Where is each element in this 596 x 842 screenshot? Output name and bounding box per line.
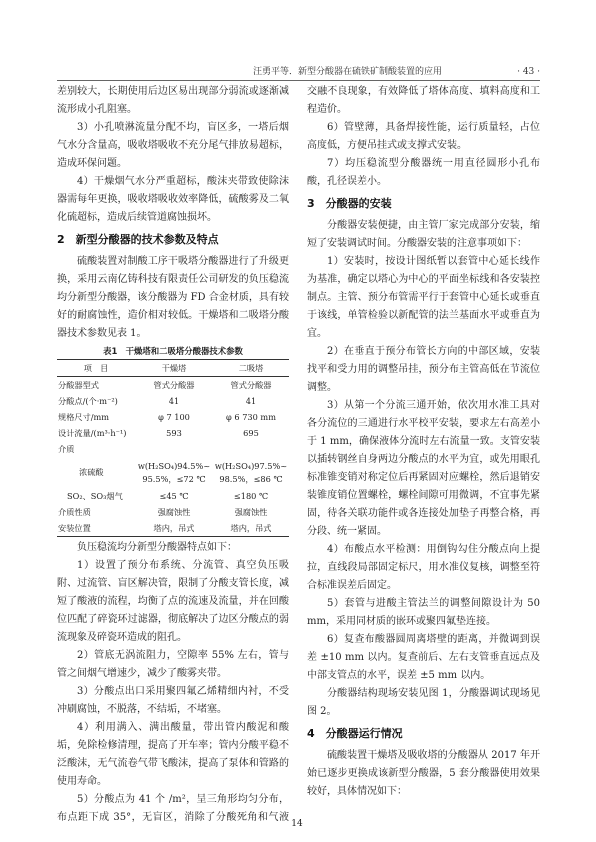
table-row bbox=[57, 425, 289, 441]
table-cell: 695 bbox=[243, 427, 259, 438]
table-cell: φ 6 730 mm bbox=[226, 411, 276, 422]
table-cell: 分酸器型式 bbox=[58, 379, 99, 390]
table-row bbox=[57, 504, 289, 520]
table-cell: 管式分酸器 bbox=[153, 379, 195, 390]
section-heading: 3 分酸器的安装 bbox=[307, 197, 392, 210]
table-header-cell: 二吸塔 bbox=[213, 360, 289, 377]
table-cell: 管式分酸器 bbox=[230, 379, 272, 390]
table-cell: w(H₂SO₄)94.5%~ 95.5%，≤72 ℃ bbox=[137, 460, 211, 484]
header-rule bbox=[57, 80, 540, 81]
body-paragraph: 硫酸装置对制酸工序干吸塔分酸器进行了升级更换，采用云南亿铸科技有限责任公司研发的负压稳流均分新型分酸器，该分酸器为 FD 合金材质，具有较好的耐腐蚀性，造价相对较低。干燥塔和二吸塔分酸器技术参数见表 1。 bbox=[57, 256, 289, 339]
table-row bbox=[57, 488, 289, 504]
right-column bbox=[307, 83, 540, 839]
list-item: 3）从第一个分流三通开始，依次用水准工具对各分流位的三通进行水平校平安装，要求左右高差小于 1 mm，确保液体分流时左右流量一致。支管安装以插转钢丝自身两边分酸点的水平为宜，或先用眼孔标准锥变销对称定位后再紧固对应螺栓，然后退销安装锥度销位置螺栓，螺栓间隙可用微调，不宜事先紧固，待各关联功能件或各连接处加垫子再整合格，再分段、统一紧固。 bbox=[307, 400, 540, 537]
section-heading: 2 新型分酸器的技术参数及特点 bbox=[57, 233, 219, 246]
table-cell: 设计流量/(m³·h⁻¹) bbox=[58, 427, 127, 438]
body-paragraph: 负压稳流均分新型分酸器特点如下： bbox=[77, 542, 237, 553]
parameters-table bbox=[57, 359, 289, 537]
table-row bbox=[57, 457, 289, 488]
table-cell: 塔内，吊式 bbox=[230, 522, 272, 533]
table-cell: w(H₂SO₄)97.5%~ 98.5%，≤86 ℃ bbox=[214, 460, 288, 484]
table-header-row bbox=[57, 360, 289, 377]
left-column bbox=[57, 83, 289, 839]
figure-reference-paragraph: 分酸器结构现场安装见图 1，分酸器调试现场见图 2。 bbox=[307, 688, 540, 717]
table-row bbox=[57, 441, 289, 457]
table-header-cell: 项 目 bbox=[57, 360, 135, 377]
running-title: 汪勇平等．新型分酸器在硫铁矿制酸装置的应用 bbox=[253, 67, 443, 77]
list-item: 4）干燥烟气水分严重超标，酸沫夹带致使除沫器需每年更换，吸收塔吸收效率降低，硫酸雾及二氧化硫超标，造成后续管道腐蚀损坏。 bbox=[57, 176, 289, 223]
list-item: 1）安装时，按设计图纸暂以套管中心延长线作为基准，确定以塔心为中心的平面坐标线和各安装控制点。主管、预分布管需平行于套管中心延长或垂直于该线，单管检验以新配管的法兰基面水平或垂直为宜。 bbox=[307, 256, 540, 339]
journal-page-label: · 43 · bbox=[517, 67, 540, 77]
table-cell: 593 bbox=[166, 427, 182, 438]
table-cell: 41 bbox=[245, 395, 257, 406]
continued-paragraph: 差别较大，长期使用后边区易出现部分弱流或逐渐减流形成小孔阻塞。 bbox=[57, 86, 289, 115]
list-item: 2）管底无涡流阻力，空隙率 55% 左右，管与管之间烟气增速少，减少了酸雾夹带。 bbox=[57, 650, 289, 679]
table-cell: φ 7 100 bbox=[158, 411, 190, 422]
page-number: 14 bbox=[291, 819, 303, 829]
table-cell-empty bbox=[135, 441, 213, 457]
list-item: 1）设置了预分布系统、分流管、真空负压吸附、过流管、盲区解决管，限制了分酸支管长度，减短了酸液的流程，均衡了点的流速及流量，并在回酸位匹配了碎瓷环过滤器，彻底解决了边区分酸点的弱流现象及碎瓷环造成的阻孔。 bbox=[57, 560, 289, 643]
list-item: 4）利用满入、满出酸量，带出管内酸泥和酸垢，免除检修清理，提高了开车率；管内分酸平稳不泛酸沫，无气流卷气带飞酸沫，提高了泵体和管路的使用寿命。 bbox=[57, 722, 289, 787]
body-paragraph: 分酸器安装便捷，由主管厂家完成部分安装，缩短了安装调试时间。分酸器安装的注意事项如下： bbox=[307, 220, 540, 249]
list-item: 3）分酸点出口采用聚四氟乙烯精细内衬，不受冲刷腐蚀，不脱落，不结垢，不堵塞。 bbox=[57, 686, 289, 715]
list-item: 2）在垂直于预分布管长方向的中部区域，安装找平和受力用的调整吊挂，预分布主管高低在节流位调整。 bbox=[307, 346, 540, 393]
table-cell: ≤180 ℃ bbox=[233, 490, 269, 501]
table-row bbox=[57, 520, 289, 537]
table-cell: 浓硫酸 bbox=[79, 467, 104, 477]
table-row bbox=[57, 377, 289, 394]
list-item: 5）分酸点为 41 个 /m²，呈三角形均匀分布，布点距下成 35°，无盲区，消除了分酸死角和气液 bbox=[57, 794, 289, 823]
table-cell: 强腐蚀性 bbox=[234, 506, 268, 517]
table-cell-empty bbox=[213, 441, 289, 457]
table-caption: 表1 干燥塔和二吸塔分酸器技术参数 bbox=[103, 346, 243, 356]
table-cell: ≤45 ℃ bbox=[159, 490, 189, 501]
list-item: 4）布酸点水平检测：用倒钩勾住分酸点向上提拉，直线段局部固定标尺，用水准仪复核，调整至符合标准误差后固定。 bbox=[307, 544, 540, 591]
table-cell: 介质性质 bbox=[58, 506, 91, 517]
table-cell: 分酸点/(个·m⁻²) bbox=[58, 395, 118, 406]
table-row bbox=[57, 409, 289, 425]
table-cell: SO₂、SO₃烟气 bbox=[67, 490, 123, 501]
list-item: 6）复查布酸器圆周离塔壁的距离，并微调到误差 ±10 mm 以内。复查前后、左右支管垂直远点及中部支管点的水平，误差 ±5 mm 以内。 bbox=[307, 634, 540, 681]
table-cell: 塔内，吊式 bbox=[153, 522, 195, 533]
body-paragraph: 硫酸装置干燥塔及吸收塔的分酸器从 2017 年开始已逐步更换成该新型分酸器，5 套分酸器使用效果较好，具体情况如下： bbox=[307, 750, 540, 797]
list-item: 6）管壁薄，具备焊接性能，运行质量轻，占位高度低，方便吊挂式或支撑式安装。 bbox=[307, 122, 540, 151]
table-header-cell: 干燥塔 bbox=[135, 360, 213, 377]
table-cell: 41 bbox=[168, 395, 180, 406]
table-cell: 规格尺寸/mm bbox=[58, 411, 110, 422]
table-row bbox=[57, 393, 289, 409]
continued-paragraph: 交融不良现象，有效降低了塔体高度、填料高度和工程造价。 bbox=[307, 86, 540, 115]
section-heading: 4 分酸器运行情况 bbox=[307, 727, 403, 740]
list-item: 5）套管与进酸主管法兰的调整间隙设计为 50 mm，采用同材质的嵌环或聚四氟垫连接。 bbox=[307, 598, 540, 627]
list-item: 7）均压稳流型分酸器统一用直径圆形小孔布酸，孔径误差小。 bbox=[307, 158, 540, 187]
table-cell: 介质 bbox=[58, 443, 75, 454]
list-item: 3）小孔喷淋流量分配不均，盲区多，一塔后烟气水分含量高，吸收塔吸收不充分尾气排放易超标，造成环保问题。 bbox=[57, 122, 289, 169]
table-cell: 安装位置 bbox=[58, 522, 91, 533]
table-cell: 强腐蚀性 bbox=[157, 506, 191, 517]
